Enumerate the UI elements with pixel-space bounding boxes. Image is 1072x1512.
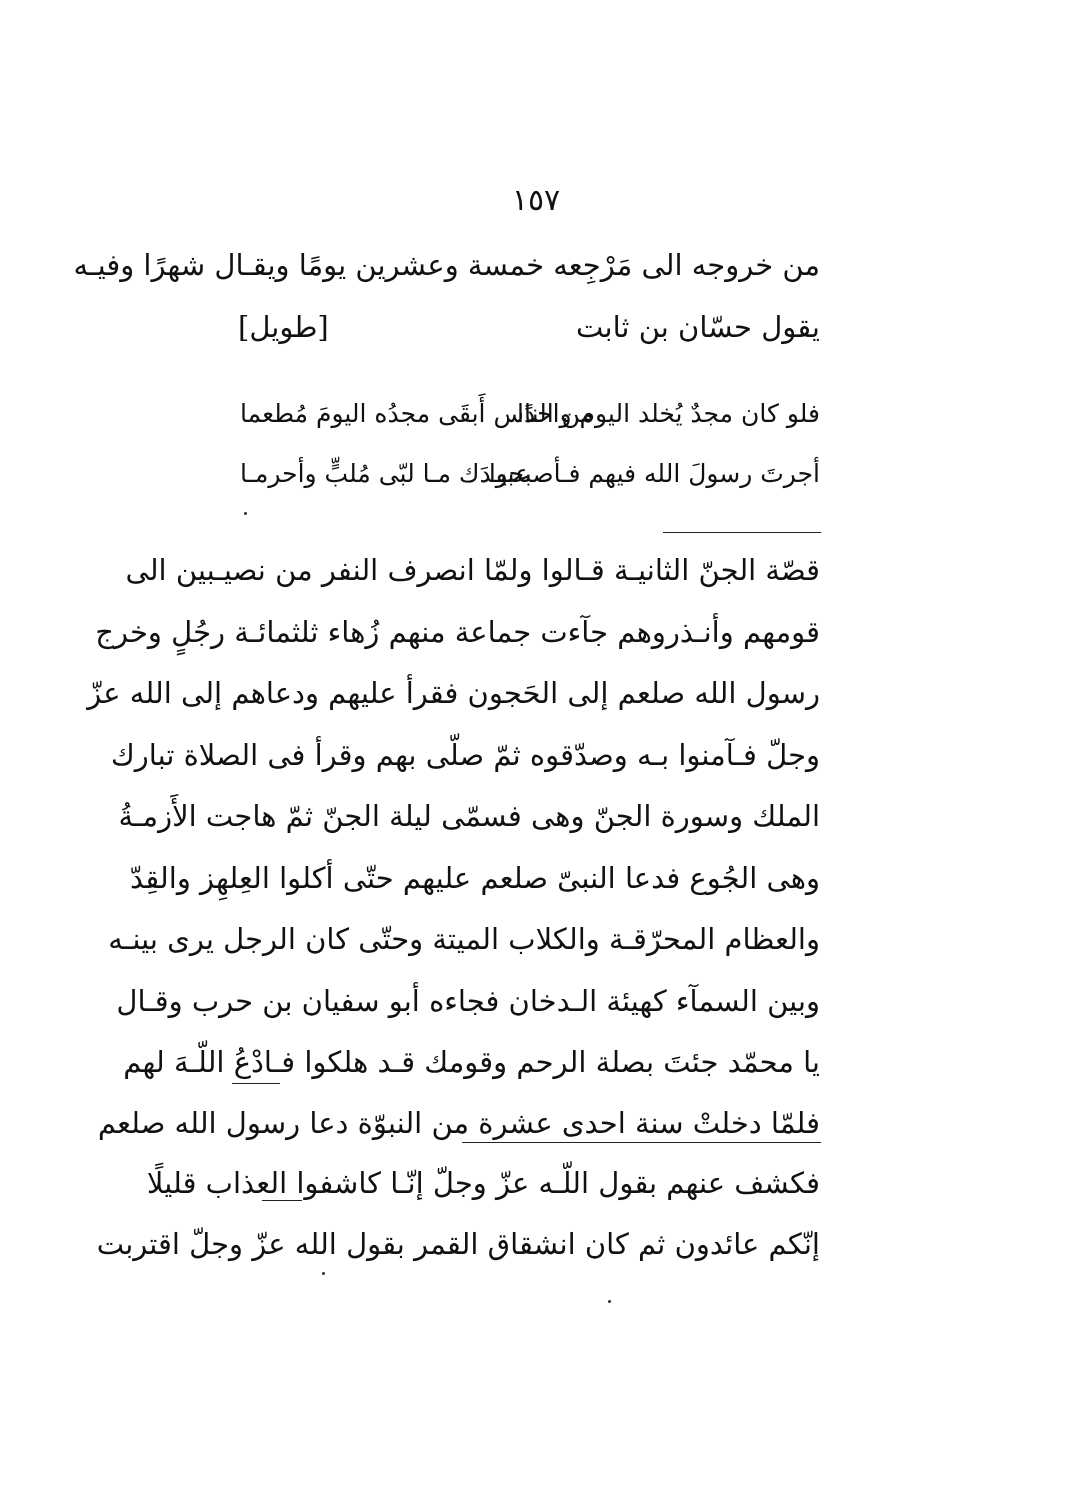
story-line-1: قصّة الجنّ الثانيـة قـالوا ولمّا انصرف النفر من نصيـبين الى bbox=[125, 553, 820, 587]
meter-label: [طويل] bbox=[238, 310, 329, 344]
verse-2-second-hemistich: عبيـدَك مـا لبّى مُلبٍّ وأحرمـا bbox=[240, 459, 530, 488]
story-line-10: فلمّا دخلتْ سنة احدى عشرة من النبوّة دعا رسول الله صلعم bbox=[97, 1106, 820, 1140]
story-line-6: وهى الجُوع فدعا النبىّ صلعم عليهم حتّى أكلوا العِلهِز والقِدّ bbox=[130, 861, 820, 895]
rule-under-line-10 bbox=[462, 1142, 821, 1143]
story-line-3: رسول الله صلعم إلى الحَجون فقرأ عليهم ودعاهم إلى الله عزّ bbox=[87, 676, 820, 710]
section-rule bbox=[663, 532, 821, 533]
rule-under-line-11 bbox=[262, 1200, 302, 1201]
story-line-9: يا محمّد جئتَ بصلة الرحم وقومك قـد هلكوا فـادْعُ اللّـهَ لهم bbox=[123, 1045, 820, 1079]
speck bbox=[244, 512, 247, 515]
story-line-12: إنّكم عائدون ثم كان انشقاق القمر بقول الله عزّ وجلّ اقتربت bbox=[96, 1227, 820, 1261]
intro-line-2: يقول حسّان بن ثابت bbox=[576, 310, 820, 344]
story-line-4: وجلّ فـآمنوا بـه وصدّقوه ثمّ صلّى بهم وقرأ فى الصلاة تبارك bbox=[110, 738, 820, 772]
page-number: ١٥٧ bbox=[511, 183, 561, 218]
verse-1-first-hemistich: فلو كان مجدٌ يُخلد اليوم واحدًا bbox=[517, 399, 820, 428]
story-line-2: قومهم وأنـذروهم جآءت جماعة منهم زُهاء ثلثمائـة رجُلٍ وخرج bbox=[95, 615, 820, 649]
story-line-5: الملك وسورة الجنّ وهى فسمّى ليلة الجنّ ثمّ هاجت الأَزمـةُ bbox=[118, 799, 820, 833]
story-line-11: فكشف عنهم بقول اللّـه عزّ وجلّ إنّـا كاشفوا العذاب قليلًا bbox=[146, 1166, 820, 1200]
verse-2-first-hemistich: أجرتَ رسولَ الله فيهم فـأصبحوا bbox=[488, 459, 820, 488]
story-line-7: والعظام المحرّقـة والكلاب الميتة وحتّى كان الرجل يرى بينـه bbox=[108, 922, 820, 956]
rule-under-line-9 bbox=[232, 1083, 280, 1084]
verse-1 bbox=[240, 392, 820, 436]
verse-2 bbox=[240, 452, 820, 496]
speck bbox=[322, 1272, 325, 1275]
story-line-8: وبين السمآء كهيئة الـدخان فجاءه أبو سفيان بن حرب وقـال bbox=[116, 984, 820, 1018]
verse-1-second-hemistich: من الناس أَبقَى مجدُه اليومَ مُطعما bbox=[240, 399, 595, 428]
intro-line-1: من خروجه الى مَرْجِعه خمسة وعشرين يومًا ويقـال شهرًا وفيـه bbox=[73, 248, 820, 282]
speck bbox=[608, 1300, 611, 1303]
